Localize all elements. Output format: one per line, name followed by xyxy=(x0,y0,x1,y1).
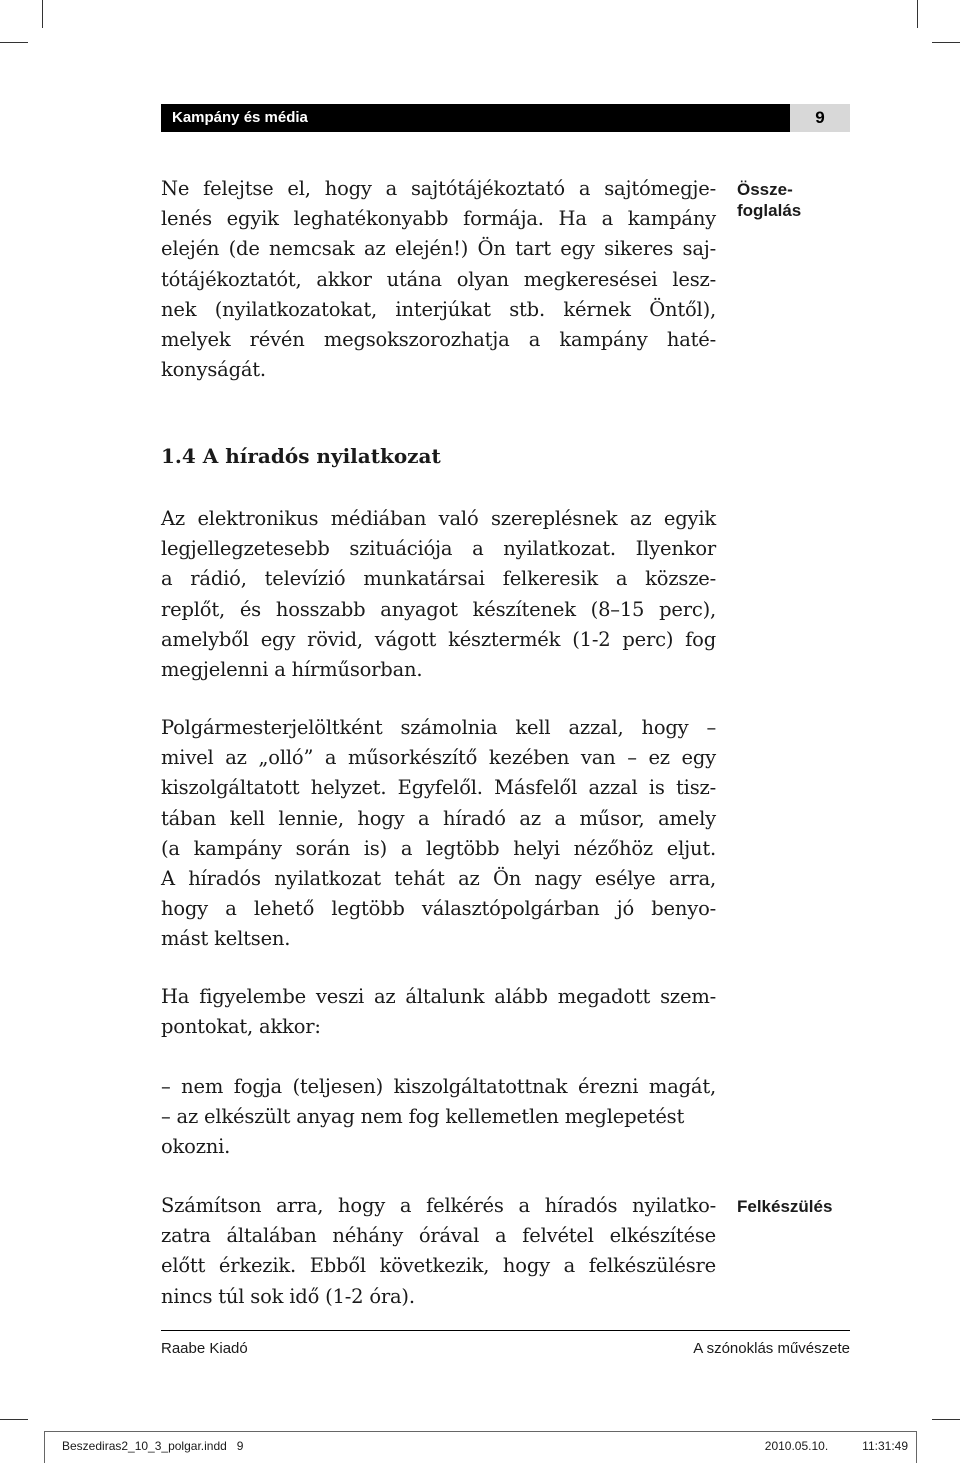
list-item: – az elkészült anyag nem fog kellemetlen meglepetést xyxy=(161,1105,685,1129)
text-line: (a kampány során is) a legtöbb helyi nézőhöz eljut. xyxy=(161,836,716,860)
text-line: a rádió, televízió munkatársai felkeresik a közsze- xyxy=(161,567,716,591)
text-line: Ne felejtse el, hogy a sajtótájékoztató a sajtómegje- xyxy=(161,177,716,200)
text-line: mivel az „olló” a műsorkészítő kezében van – ez egy xyxy=(161,746,716,770)
footer-rule xyxy=(161,1330,850,1331)
text-line: előtt érkezik. Ebből következik, hogy a felkészülésre xyxy=(161,1254,716,1278)
text-line: tótájékoztatót, akkor utána olyan megkeresései lesz- xyxy=(161,267,716,291)
text-line: hogy a lehető legtöbb választópolgárban jó benyo- xyxy=(161,897,716,921)
list-item: – nem fogja (teljesen) kiszolgáltatottnak érezni magát, xyxy=(161,1075,716,1098)
running-header xyxy=(161,104,850,132)
crop-mark xyxy=(42,0,43,28)
text-line: Számítson arra, hogy a felkérés a híradós nyilatko- xyxy=(161,1194,716,1217)
text-line: pontokat, akkor: xyxy=(161,1015,321,1039)
text-line: zatra általában néhány órával a felvétel elkészítése xyxy=(161,1224,716,1248)
text-line: konyságát. xyxy=(161,358,266,382)
text-line: Polgármesterjelöltként számolnia kell azzal, hogy – xyxy=(161,716,716,739)
slug-datetime: 2010.05.10. 11:31:49 xyxy=(764,1439,908,1453)
text-line: replőt, és hosszabb anyagot készítenek (8–15 perc), xyxy=(161,597,716,621)
text-line: amelyből egy rövid, vágott késztermék (1-2 perc) fog xyxy=(161,627,716,651)
text-line: legjellegzetesebb szituációja a nyilatkozat. Ilyenkor xyxy=(161,537,716,561)
summary-paragraph xyxy=(161,174,716,385)
crop-mark xyxy=(932,42,960,43)
text-line: elején (de nemcsak az elején!) Ön tart egy sikeres saj- xyxy=(161,237,716,261)
margin-note-line: foglalás xyxy=(737,201,802,220)
text-line: A híradós nyilatkozat tehát az Ön nagy esélye arra, xyxy=(161,867,716,891)
body-paragraph-2 xyxy=(161,713,716,955)
page-number: 9 xyxy=(790,104,850,132)
text-line: Ha figyelembe veszi az általunk alább megadott szem- xyxy=(161,985,716,1008)
text-line: melyek révén megsokszorozhatja a kampány haté- xyxy=(161,328,716,352)
margin-note-summary xyxy=(737,179,801,221)
text-line: mást keltsen. xyxy=(161,927,291,951)
section-heading: 1.4 A híradós nyilatkozat xyxy=(161,444,441,468)
text-line: lenés egyik leghatékonyabb formája. Ha a kampány xyxy=(161,207,716,231)
text-line: tában kell lennie, hogy a híradó az a műsor, amely xyxy=(161,806,716,830)
text-line: nincs túl sok idő (1-2 óra). xyxy=(161,1284,415,1308)
text-line: Az elektronikus médiában való szereplésnek az egyik xyxy=(161,507,716,530)
crop-mark xyxy=(917,0,918,28)
body-paragraph-1 xyxy=(161,504,716,685)
margin-note-line: Össze- xyxy=(737,180,793,199)
margin-note-preparation: Felkészülés xyxy=(737,1197,833,1216)
list-item: okozni. xyxy=(161,1135,231,1159)
footer-publisher: Raabe Kiadó xyxy=(161,1340,248,1357)
footer-book-title: A szónoklás művészete xyxy=(693,1340,850,1357)
text-line: megjelenni a hírműsorban. xyxy=(161,658,423,682)
preparation-paragraph xyxy=(161,1191,716,1312)
text-line: kiszolgáltatott helyzet. Egyfelől. Másfelől azzal is tisz- xyxy=(161,776,716,800)
body-paragraph-3 xyxy=(161,982,716,1042)
crop-mark xyxy=(932,1419,960,1420)
crop-mark xyxy=(0,1419,28,1420)
slug-filename: Beszediras2_10_3_polgar.indd 9 xyxy=(62,1439,244,1453)
chapter-title: Kampány és média xyxy=(161,104,790,132)
text-line: nek (nyilatkozatokat, interjúkat stb. kérnek Öntől), xyxy=(161,297,716,321)
bullet-list xyxy=(161,1072,716,1163)
crop-mark xyxy=(0,42,28,43)
